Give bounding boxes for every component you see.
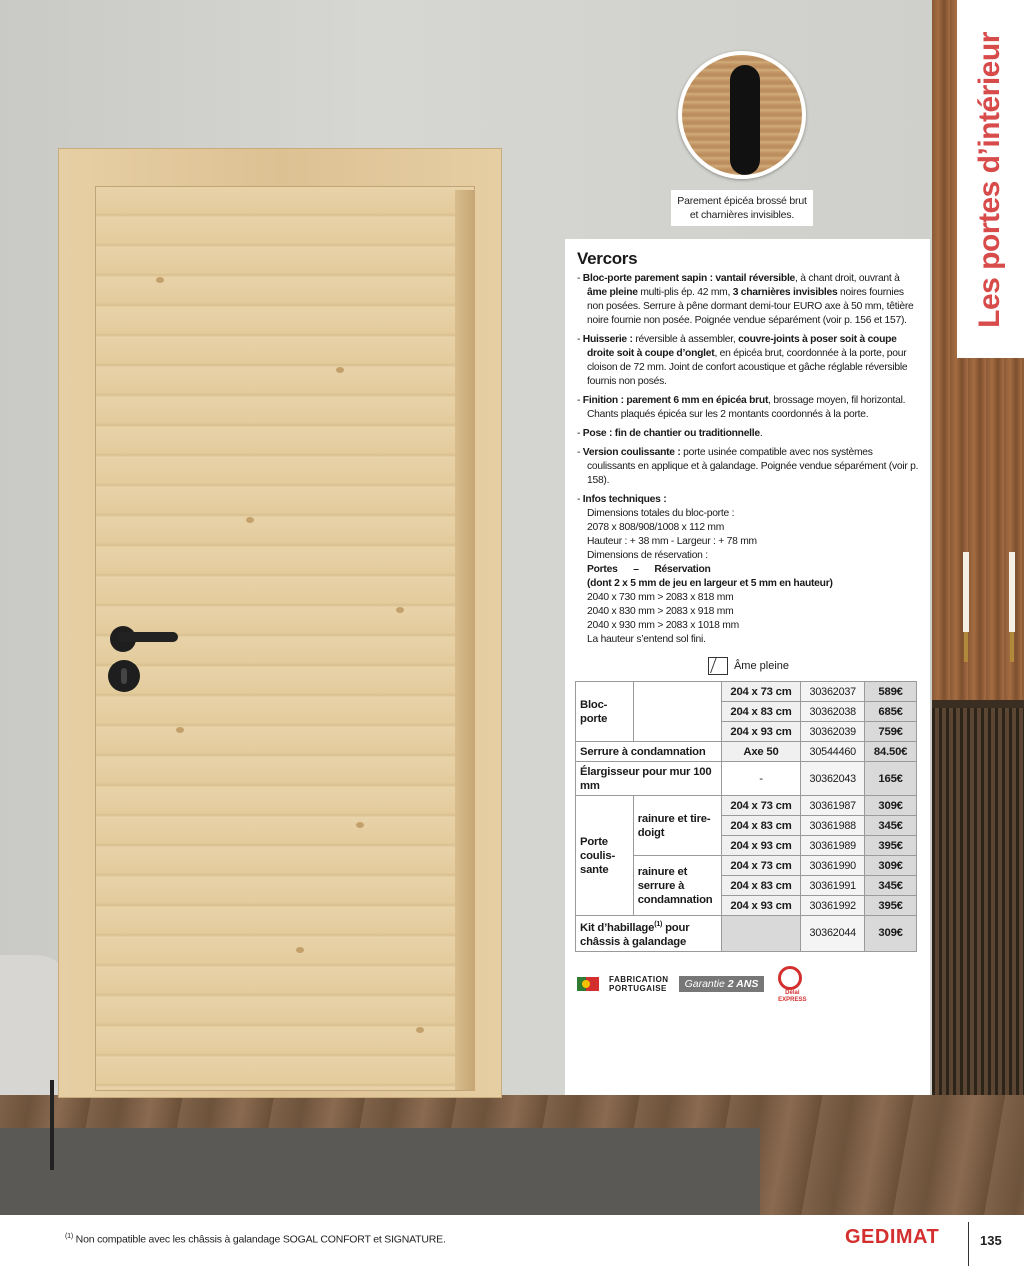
price-cell: 84.50€ xyxy=(865,742,917,762)
hinge-detail-caption xyxy=(671,190,813,226)
tech-line: Dimensions totales du bloc-porte : xyxy=(587,508,735,519)
footer-divider xyxy=(968,1222,969,1266)
price-cell: 345€ xyxy=(865,876,917,896)
brand-logo: GEDIMAT xyxy=(845,1226,940,1248)
rug xyxy=(0,1128,760,1215)
dimension-cell: 204 x 83 cm xyxy=(721,876,801,896)
tech-line: Portes – Réservation xyxy=(587,564,711,575)
express-delivery-icon: Délai EXPRESS xyxy=(774,966,810,1002)
dimension-cell: 204 x 73 cm xyxy=(721,856,801,876)
portugal-flag-icon xyxy=(577,977,599,991)
bloc-porte-label: Bloc- porte xyxy=(576,682,634,742)
dimension-cell: 204 x 93 cm xyxy=(721,836,801,856)
spec-bullet: - Bloc-porte parement sapin : vantail réversible, à chant droit, ouvrant à âme pleine multi-plis ép. 42 mm, 3 charnières invisibles noires fournies non posées. Serrure à pêne dormant demi-tour EURO axe à 50 mm, têtière noire fournie non posée. Poignée vendue séparément (voir p. 156 et 157). xyxy=(577,273,914,326)
tech-line: (dont 2 x 5 mm de jeu en largeur et 5 mm en hauteur) xyxy=(587,578,833,589)
candle xyxy=(963,552,969,632)
spec-bullet: - Huisserie : réversible à assembler, couvre-joints à poser soit à coupe droite soit à coupe d’onglet, en épicéa brut, coordonnée à la porte, pour cloison de 72 mm. Joint de confort acoustique et gâche réglable réversible fournis non posés. xyxy=(577,334,908,387)
product-panel xyxy=(565,239,930,1095)
candle-holder xyxy=(964,632,968,662)
dimension-cell: 204 x 83 cm xyxy=(721,816,801,836)
candle-holder xyxy=(1010,632,1014,662)
badges-row xyxy=(577,966,920,1002)
table-row xyxy=(576,742,917,762)
reference-cell: 30362038 xyxy=(801,702,865,722)
candle xyxy=(1009,552,1015,632)
elargisseur-label: Élargisseur pour mur 100 mm xyxy=(576,762,722,796)
price-cell: 309€ xyxy=(865,856,917,876)
reference-cell: 30361990 xyxy=(801,856,865,876)
warranty-badge: Garantie 2 ANS xyxy=(679,976,765,992)
price-cell: 345€ xyxy=(865,816,917,836)
reference-cell: 30544460 xyxy=(801,742,865,762)
spec-bullet: - Pose : fin de chantier ou traditionnelle. xyxy=(577,428,763,439)
dimension-cell: 204 x 73 cm xyxy=(721,796,801,816)
price-cell: 309€ xyxy=(865,916,917,952)
tech-line: Hauteur : + 38 mm - Largeur : + 78 mm xyxy=(587,536,757,547)
price-cell: 309€ xyxy=(865,796,917,816)
reference-cell: 30362037 xyxy=(801,682,865,702)
price-cell: 395€ xyxy=(865,836,917,856)
tech-title: - Infos techniques : xyxy=(577,494,667,505)
product-title: Vercors xyxy=(577,249,638,268)
dimension-cell: 204 x 93 cm xyxy=(721,722,801,742)
dimension-cell: 204 x 93 cm xyxy=(721,896,801,916)
reference-cell: 30361991 xyxy=(801,876,865,896)
table-row xyxy=(576,762,917,796)
tech-line: La hauteur s’entend sol fini. xyxy=(587,634,706,645)
price-cell: 395€ xyxy=(865,896,917,916)
table-row xyxy=(576,796,917,816)
page-number: 135 xyxy=(980,1233,1002,1248)
price-cell: 759€ xyxy=(865,722,917,742)
reference-cell: 30362039 xyxy=(801,722,865,742)
dimension-cell: - xyxy=(721,762,801,796)
price-cell: 165€ xyxy=(865,762,917,796)
price-cell: 589€ xyxy=(865,682,917,702)
serrure-label: Serrure à condamnation xyxy=(576,742,722,762)
price-cell: 685€ xyxy=(865,702,917,722)
hinge-icon xyxy=(730,65,760,175)
porte-coulissante-label: Porte coulis- sante xyxy=(576,796,634,916)
caption-line: Parement épicéa brossé brut xyxy=(677,195,807,207)
reference-cell: 30361992 xyxy=(801,896,865,916)
reference-cell: 30361989 xyxy=(801,836,865,856)
tech-line: 2040 x 930 mm > 2083 x 1018 mm xyxy=(587,620,739,631)
core-type-row xyxy=(577,655,920,677)
dimension-cell: 204 x 73 cm xyxy=(721,682,801,702)
tech-line: 2040 x 730 mm > 2083 x 818 mm xyxy=(587,592,734,603)
door-core-icon xyxy=(708,657,728,675)
section-title: Les portes d’intérieur xyxy=(973,32,1006,328)
tech-line: 2078 x 808/908/1008 x 112 mm xyxy=(587,522,725,533)
table-row xyxy=(576,916,917,952)
fabrication-badge: FABRICATION PORTUGAISE xyxy=(609,974,669,993)
spec-bullet: - Version coulissante : porte usinée compatible avec nos systèmes coulissants en applique et à galandage. Poignée vendue séparément (voir p. 158). xyxy=(577,447,919,486)
hinge-detail-image xyxy=(678,51,806,179)
table-row xyxy=(576,682,917,702)
price-table xyxy=(575,681,917,952)
reference-cell: 30361987 xyxy=(801,796,865,816)
footnote: $^{(1)}$ Non compatible avec les châssis à galandage SOGAL CONFORT et SIGNATURE. xyxy=(65,1233,446,1246)
reference-cell: 30362044 xyxy=(801,916,865,952)
tech-line: 2040 x 830 mm > 2083 x 918 mm xyxy=(587,606,734,617)
dimension-cell: 204 x 83 cm xyxy=(721,702,801,722)
coulissante-variant-label: rainure et serrure à condamnation xyxy=(633,856,721,916)
tech-lines xyxy=(577,507,920,647)
tech-line: Dimensions de réservation : xyxy=(587,550,708,561)
chair-leg xyxy=(50,1080,54,1170)
reference-cell: 30362043 xyxy=(801,762,865,796)
core-type-label: Âme pleine xyxy=(733,660,790,672)
kit-label: Kit d’habillage$^{(1)}$ pour châssis à galandage xyxy=(576,916,722,952)
coulissante-variant-label: rainure et tire-doigt xyxy=(633,796,721,856)
sideboard xyxy=(932,700,1024,1095)
reference-cell: 30361988 xyxy=(801,816,865,836)
door-edge xyxy=(455,190,475,1090)
dimension-cell: Axe 50 xyxy=(721,742,801,762)
lock-cylinder-icon xyxy=(121,668,127,684)
spec-bullet: - Finition : parement 6 mm en épicéa brut, brossage moyen, fil horizontal. Chants plaqués épicéa sur les 2 montants coordonnés à la porte. xyxy=(577,395,906,420)
door-handle-icon xyxy=(118,632,178,642)
caption-line: et charnières invisibles. xyxy=(689,209,795,221)
